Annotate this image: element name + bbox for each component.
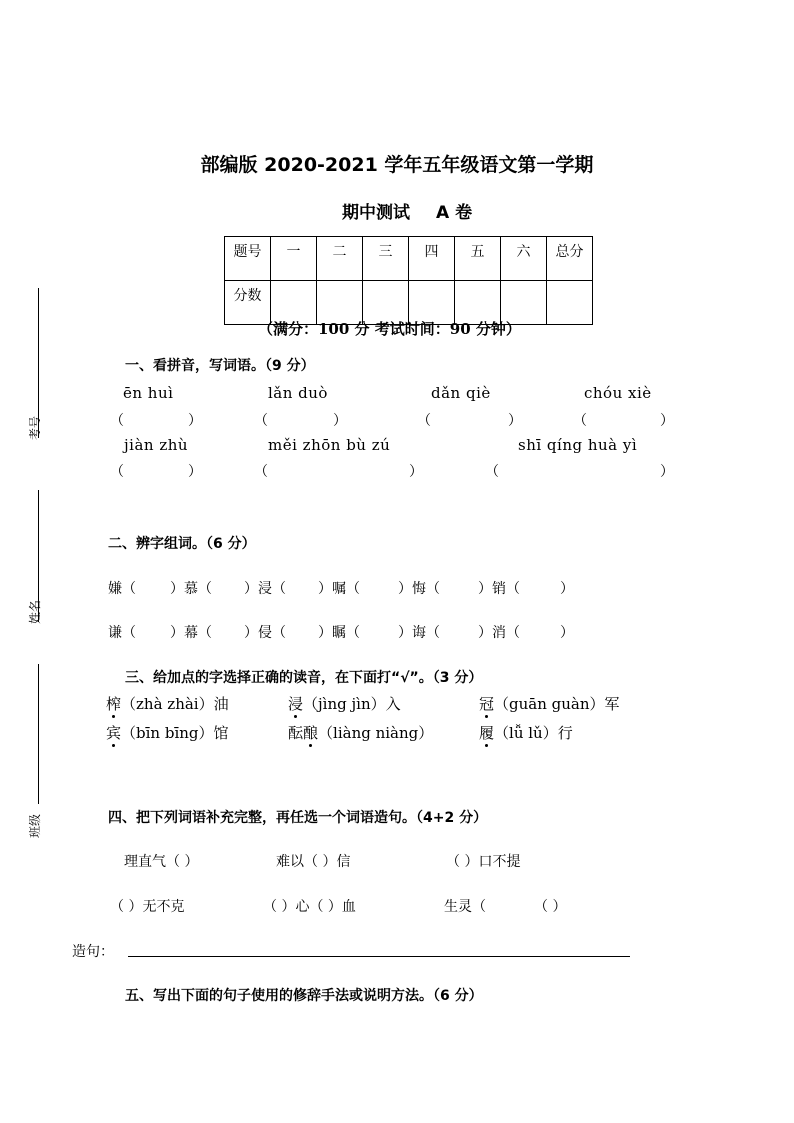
q4-item: 难以（ ）信 <box>276 854 351 870</box>
q2-item: ）慕（ <box>170 581 212 597</box>
score-table-header-row <box>225 237 593 281</box>
score-row-label: 分数 <box>233 288 262 304</box>
q2-row-2 <box>108 622 574 642</box>
q2-heading: 二、辨字组词。（6 分） <box>108 536 256 552</box>
dotted-char: 浸 <box>288 695 304 713</box>
score-cell <box>547 237 593 281</box>
score-input-cell[interactable] <box>547 281 593 325</box>
q2-item: 嫌（ <box>108 581 136 597</box>
score-header-label: 题号 <box>233 244 262 260</box>
q2-item: ） <box>560 581 574 597</box>
q2-item: 谦（ <box>108 625 136 641</box>
q2-item: ）侵（ <box>244 625 286 641</box>
score-cell <box>271 237 317 281</box>
q3-line-1c <box>479 693 620 714</box>
score-header-label: 五 <box>470 244 485 260</box>
paper-title: 部编版 2020-2021 学年五年级语文第一学期 <box>200 154 594 176</box>
answer-blank-close: ） <box>660 413 674 429</box>
score-cell <box>501 237 547 281</box>
paper-version: A 卷 <box>436 203 473 223</box>
q4-item: （ ）无不克 <box>110 899 185 915</box>
score-table <box>224 236 593 325</box>
q1-heading: 一、看拼音，写词语。（9 分） <box>125 358 315 374</box>
answer-blank-open: （ <box>417 413 431 429</box>
q4-item: （ ） <box>534 899 567 915</box>
q3-choice: （guān guàn）军 <box>494 695 620 713</box>
score-header-label: 六 <box>516 244 531 260</box>
q2-item: ）消（ <box>478 625 520 641</box>
pinyin-item: dǎn qiè <box>431 384 491 402</box>
q2-item: ）幕（ <box>170 625 212 641</box>
score-cell <box>455 237 501 281</box>
q2-item: ）瞩（ <box>318 625 360 641</box>
q3-line-2c <box>479 722 573 743</box>
answer-blank-open: （ <box>254 413 268 429</box>
answer-blank-close: ） <box>508 413 522 429</box>
q3-char: 酝 <box>288 724 304 742</box>
pinyin-item: shī qíng huà yì <box>518 436 638 454</box>
side-line-banji <box>38 664 39 804</box>
pinyin-item: měi zhōn bù zú <box>268 436 391 454</box>
q3-choice: （liàng niàng） <box>318 724 434 742</box>
score-cell <box>317 237 363 281</box>
dotted-char: 履 <box>479 724 495 742</box>
q4-item: 理直气（ ） <box>124 854 199 870</box>
answer-blank-open: （ <box>254 464 268 480</box>
score-cell <box>225 237 271 281</box>
q2-item: ）浸（ <box>244 581 286 597</box>
answer-blank-close: ） <box>660 464 674 480</box>
pinyin-item: chóu xiè <box>584 384 652 402</box>
q2-item: ）嘱（ <box>318 581 360 597</box>
paper-subtitle <box>342 198 472 223</box>
score-header-label: 四 <box>424 244 439 260</box>
score-cell <box>409 237 455 281</box>
pinyin-item: ēn huì <box>123 384 174 402</box>
q4-item: 生灵（ <box>444 899 486 915</box>
answer-blank-close: ） <box>188 464 202 480</box>
answer-blank-open: （ <box>110 413 124 429</box>
q2-item: ） <box>560 625 574 641</box>
q2-row-1 <box>108 578 574 598</box>
q3-choice: （lǚ lǔ）行 <box>494 724 573 742</box>
side-label-xingming: 姓名 <box>28 599 42 624</box>
dotted-char: 酿 <box>303 724 319 742</box>
side-label-kaohao: 考号 <box>28 415 42 440</box>
pinyin-item: lǎn duò <box>268 384 328 402</box>
q3-choice: （zhà zhài）油 <box>121 695 229 713</box>
q3-line-1 <box>106 693 229 714</box>
answer-blank-open: （ <box>110 464 124 480</box>
score-header-label: 一 <box>286 244 301 260</box>
dotted-char: 冠 <box>479 695 495 713</box>
score-header-label: 二 <box>332 244 347 260</box>
exam-note: （满分：100 分 考试时间：90 分钟） <box>258 320 521 338</box>
q2-item: ）诲（ <box>398 625 440 641</box>
q3-line-2 <box>106 722 229 743</box>
q4-item: （ ）口不提 <box>446 854 521 870</box>
q3-choice: （bīn bīng）馆 <box>121 724 229 742</box>
pinyin-item: jiàn zhù <box>124 436 189 454</box>
q3-line-1b <box>288 693 401 714</box>
q2-item: ）悔（ <box>398 581 440 597</box>
answer-blank-open: （ <box>485 464 499 480</box>
q5-heading: 五、写出下面的句子使用的修辞手法或说明方法。（6 分） <box>125 988 483 1004</box>
q4-item: （ ）心（ ）血 <box>263 899 356 915</box>
q3-choice: （jìng jìn）入 <box>303 695 401 713</box>
answer-blank-close: ） <box>188 413 202 429</box>
side-label-banji: 班级 <box>28 813 42 838</box>
score-header-label: 总分 <box>555 244 584 260</box>
score-cell <box>363 237 409 281</box>
dotted-char: 宾 <box>106 724 122 742</box>
score-header-label: 三 <box>378 244 393 260</box>
answer-blank-close: ） <box>409 464 423 480</box>
q2-item: ）销（ <box>478 581 520 597</box>
zaoju-answer-line[interactable] <box>128 956 630 957</box>
answer-blank-close: ） <box>333 413 347 429</box>
q4-heading: 四、把下列词语补充完整，再任选一个词语造句。（4+2 分） <box>108 810 488 826</box>
q3-heading: 三、给加点的字选择正确的读音，在下面打“√”。（3 分） <box>125 670 483 686</box>
q3-line-2b <box>288 722 433 743</box>
zaoju-label: 造句： <box>72 944 114 960</box>
dotted-char: 榨 <box>106 695 122 713</box>
subtitle-text: 期中测试 <box>342 203 410 223</box>
answer-blank-open: （ <box>573 413 587 429</box>
